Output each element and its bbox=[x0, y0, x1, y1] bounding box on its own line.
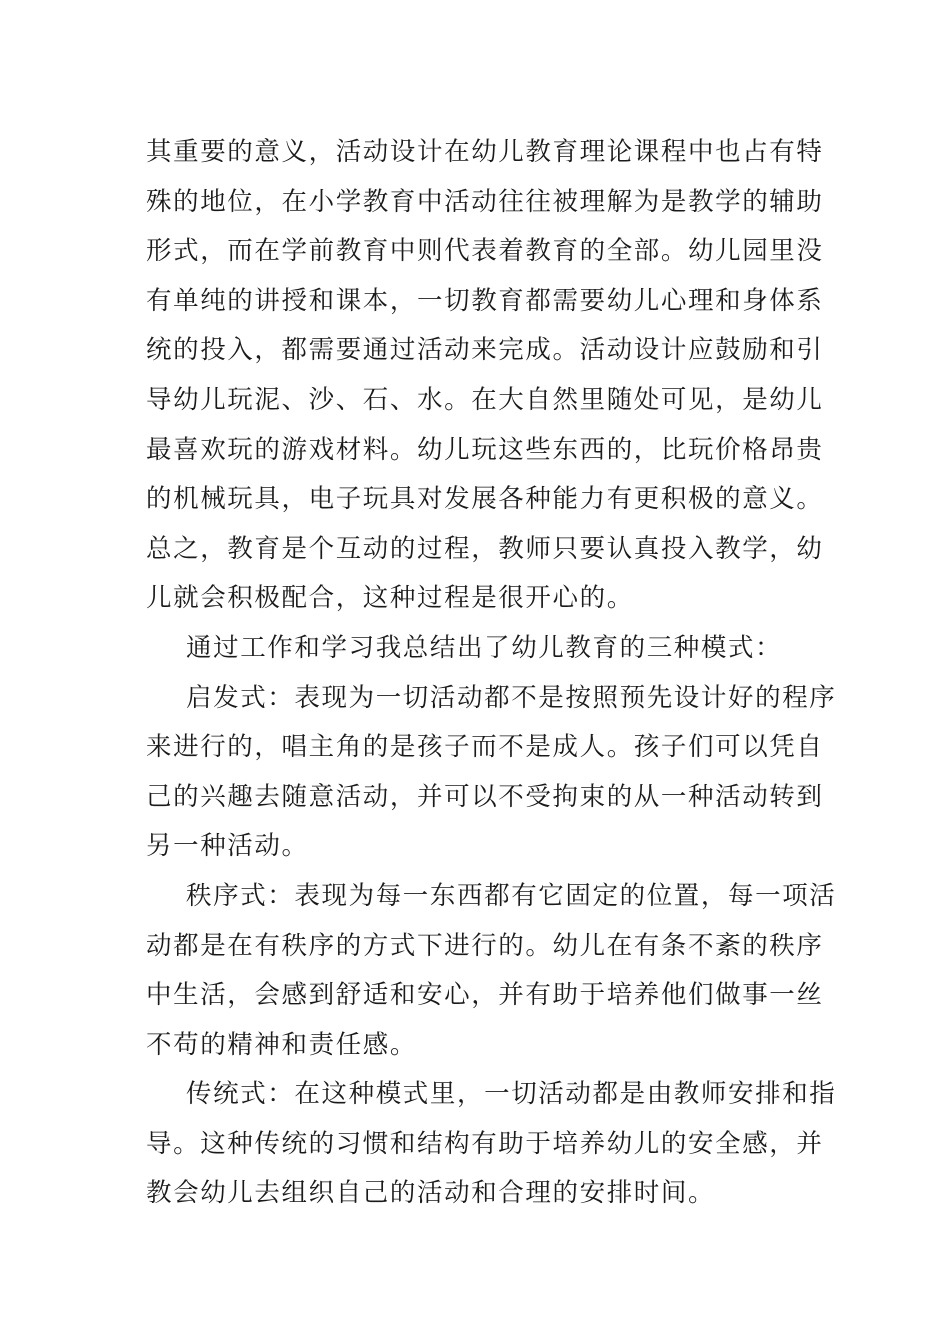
text-line: 殊的地位，在小学教育中活动往往被理解为是教学的辅助 bbox=[146, 186, 824, 217]
document-body bbox=[146, 128, 837, 1219]
paragraph-traditional-mode: 传统式：在这种模式里，一切活动都是由教师安排和指 bbox=[186, 1079, 837, 1110]
text-line: 另一种活动。 bbox=[146, 831, 309, 862]
text-line: 导幼儿玩泥、沙、石、水。在大自然里随处可见，是幼儿 bbox=[146, 384, 824, 415]
text-line: 的机械玩具，电子玩具对发展各种能力有更积极的意义。 bbox=[146, 484, 824, 515]
text-line: 形式，而在学前教育中则代表着教育的全部。幼儿园里没 bbox=[146, 236, 824, 267]
text-line: 己的兴趣去随意活动，并可以不受拘束的从一种活动转到 bbox=[146, 781, 824, 812]
paragraph-order-mode: 秩序式：表现为每一东西都有它固定的位置，每一项活 bbox=[186, 880, 837, 911]
text-line: 总之，教育是个互动的过程，教师只要认真投入教学，幼 bbox=[146, 533, 824, 564]
text-line: 其重要的意义，活动设计在幼儿教育理论课程中也占有特 bbox=[146, 137, 824, 167]
paragraph-heuristic-mode: 启发式：表现为一切活动都不是按照预先设计好的程序 bbox=[186, 682, 837, 713]
text-line: 不苟的精神和责任感。 bbox=[146, 1029, 418, 1060]
text-line: 教会幼儿去组织自己的活动和合理的安排时间。 bbox=[146, 1178, 716, 1209]
text-line: 统的投入，都需要通过活动来完成。活动设计应鼓励和引 bbox=[146, 335, 824, 366]
text-line: 有单纯的讲授和课本，一切教育都需要幼儿心理和身体系 bbox=[146, 285, 824, 316]
text-line: 最喜欢玩的游戏材料。幼儿玩这些东西的，比玩价格昂贵 bbox=[146, 434, 824, 465]
paragraph-intro-modes: 通过工作和学习我总结出了幼儿教育的三种模式： bbox=[186, 632, 783, 663]
text-line: 中生活，会感到舒适和安心，并有助于培养他们做事一丝 bbox=[146, 980, 824, 1011]
text-line: 动都是在有秩序的方式下进行的。幼儿在有条不紊的秩序 bbox=[146, 930, 824, 961]
text-line: 来进行的，唱主角的是孩子而不是成人。孩子们可以凭自 bbox=[146, 732, 824, 763]
text-line: 导。这种传统的习惯和结构有助于培养幼儿的安全感，并 bbox=[146, 1128, 824, 1159]
text-line: 儿就会积极配合，这种过程是很开心的。 bbox=[146, 583, 634, 614]
